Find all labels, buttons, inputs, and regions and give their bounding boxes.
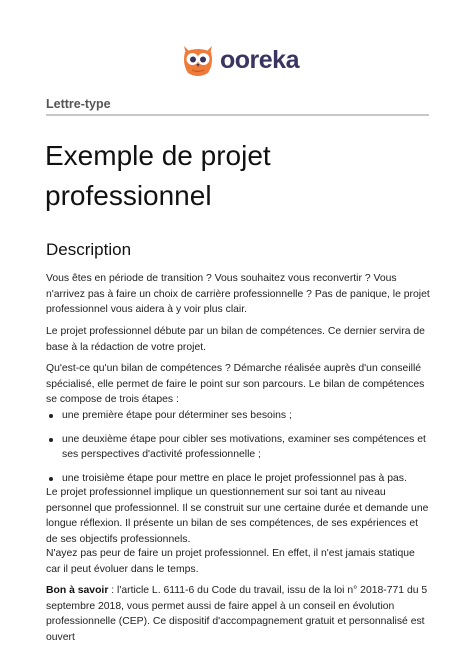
note-label: Bon à savoir [46,585,109,596]
note-text: : l'article L. 6111-6 du Code du travail, issu de la loi n° 2018-771 du 5 septembre 2018, vous permet aussi de faire appel à un conseil en évolution professionnelle (CEP). Ce dispositif d'accompagnement gratuit et personnalisé est ouvert [46,585,428,643]
list-item [46,432,430,463]
brand-name: ooreka [220,45,299,74]
list-item [46,471,430,487]
list-item-text: une troisième étape pour mettre en place le projet professionnel pas à pas. [62,472,407,484]
bullet-icon [49,438,53,442]
note-paragraph [46,583,430,645]
bullet-icon [49,414,53,418]
section-heading: Description [46,240,132,259]
paragraph: N'ayez pas peur de faire un projet professionnel. En effet, il n'est jamais statique car il peut évoluer dans le temps. [46,548,415,575]
paragraph: Le projet professionnel implique un questionnement sur soi tant au niveau personnel que professionnel. Il se construit sur une certaine durée et demande une longue réflexion. Il présente un bilan de ses compétences, de ses expériences et de ses objectifs professionnels. [46,487,429,545]
list-item-text: une première étape pour déterminer ses besoins ; [62,410,292,421]
ooreka-logo[interactable] [181,42,299,78]
list-item [46,408,430,424]
paragraph: Qu'est-ce qu'un bilan de compétences ? Démarche réalisée auprès d'un conseillé spécialisé, elle permet de faire le point sur son parcours. Le bilan de compétences se compose de trois étapes : [46,363,425,405]
document-type-label: Lettre-type [46,97,111,111]
page-title: Exemple de projet professionnel [45,140,271,211]
paragraph: Le projet professionnel débute par un bilan de compétences. Ce dernier servira de base à la rédaction de votre projet. [46,326,425,353]
paragraph: Vous êtes en période de transition ? Vous souhaitez vous reconvertir ? Vous n'arrivez pas à faire un choix de carrière professionnelle ? Pas de panique, le projet professionnel vous aidera à y voir plus clair. [46,273,430,315]
bullet-icon [49,477,53,481]
header-divider [46,114,429,116]
owl-icon [181,42,215,78]
steps-list [46,408,430,494]
list-item-text: une deuxième étape pour cibler ses motivations, examiner ses compétences et ses perspectives d'activité professionnelle ; [62,433,426,460]
